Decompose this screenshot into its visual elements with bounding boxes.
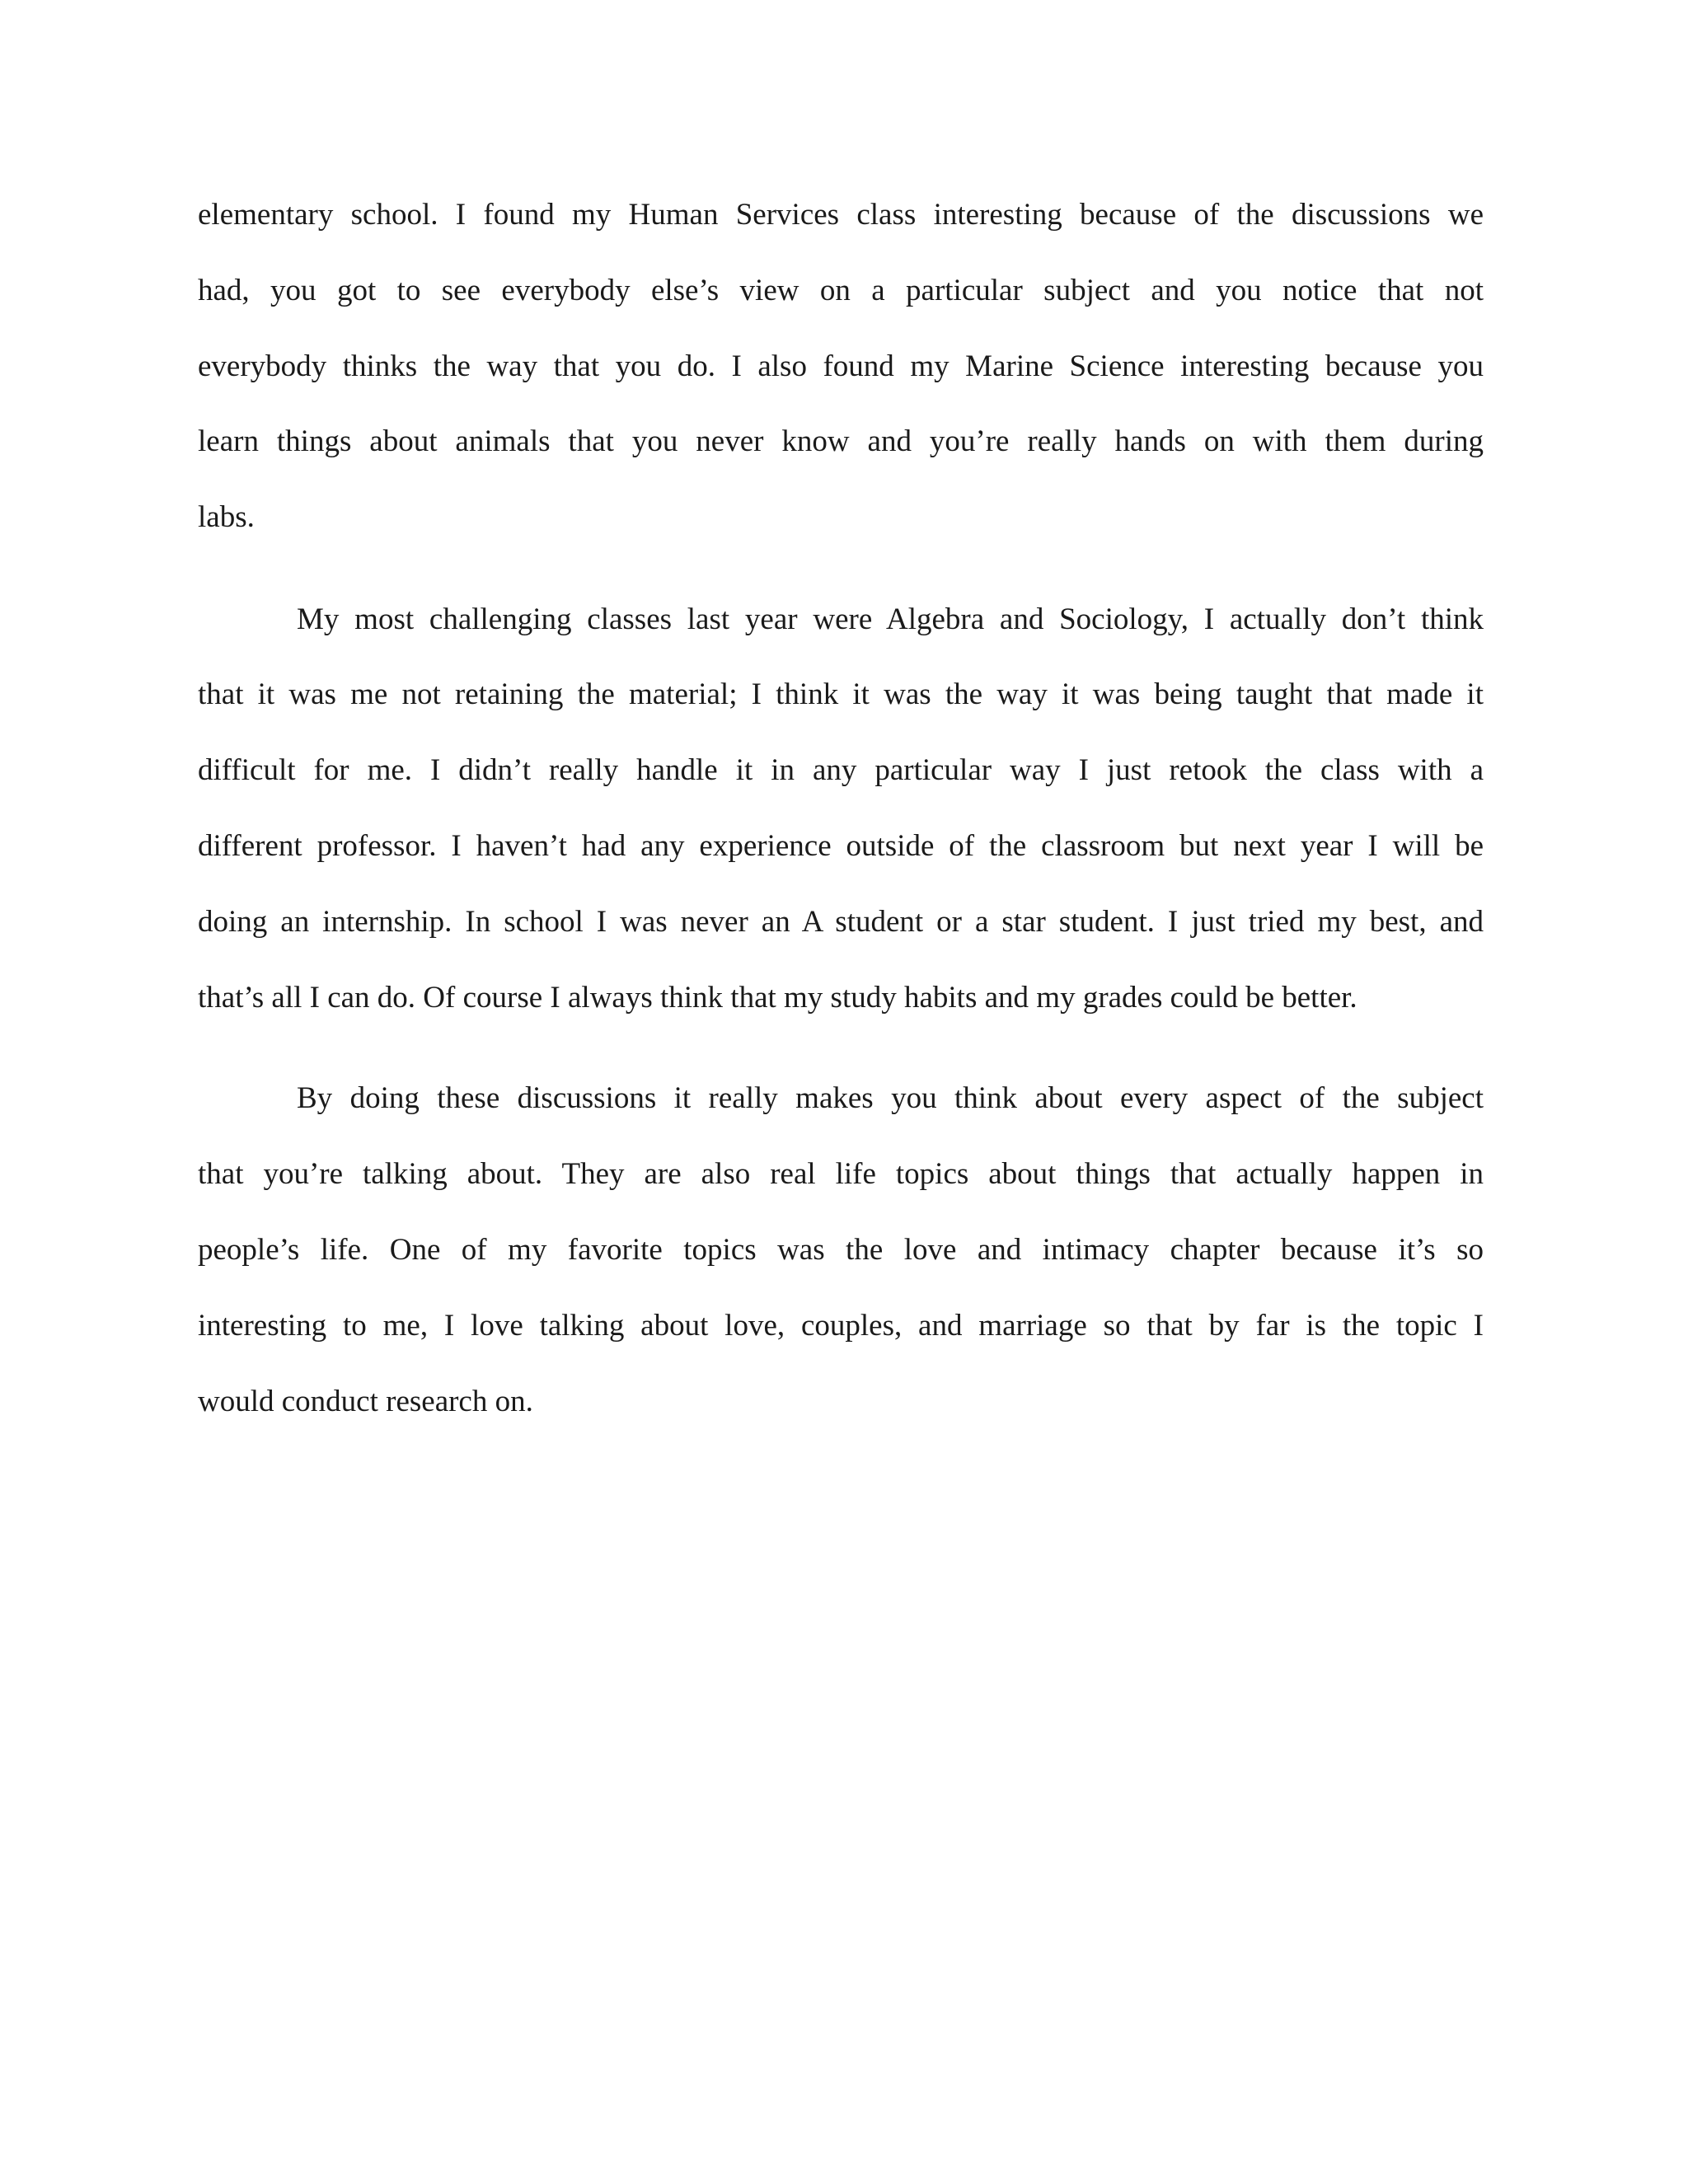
- paragraph-2-line-6: that’s all I can do. Of course I always think that my study habits and my grades could be better.: [198, 981, 1357, 1015]
- paragraph-1-line-3: everybody thinks the way that you do. I also found my Marine Science interesting because you: [198, 349, 1484, 383]
- paragraph-3-line-4: interesting to me, I love talking about love, couples, and marriage so that by far is the topic I: [198, 1309, 1484, 1343]
- paragraph-2-line-5: doing an internship. In school I was never an A student or a star student. I just tried my best, and: [198, 905, 1484, 939]
- paragraph-2-line-1: My most challenging classes last year were Algebra and Sociology, I actually don’t think: [297, 602, 1484, 636]
- paragraph-3-line-5: would conduct research on.: [198, 1385, 533, 1418]
- paragraph-1-line-5: labs.: [198, 500, 255, 534]
- paragraph-2-line-2: that it was me not retaining the material; I think it was the way it was being taught that made it: [198, 677, 1484, 711]
- paragraph-2-line-3: difficult for me. I didn’t really handle it in any particular way I just retook the class with a: [198, 753, 1484, 787]
- paragraph-1-line-2: had, you got to see everybody else’s view on a particular subject and you notice that not: [198, 274, 1484, 307]
- paragraph-3-line-2: that you’re talking about. They are also real life topics about things that actually happen in: [198, 1157, 1484, 1191]
- paragraph-1-line-1: elementary school. I found my Human Services class interesting because of the discussions we: [198, 198, 1484, 232]
- paragraph-1-line-4: learn things about animals that you never know and you’re really hands on with them during: [198, 424, 1484, 458]
- paragraph-3-line-3: people’s life. One of my favorite topics was the love and intimacy chapter because it’s so: [198, 1233, 1484, 1267]
- paragraph-2-line-4: different professor. I haven’t had any experience outside of the classroom but next year I will be: [198, 829, 1484, 863]
- paragraph-3-line-1: By doing these discussions it really makes you think about every aspect of the subject: [297, 1081, 1484, 1115]
